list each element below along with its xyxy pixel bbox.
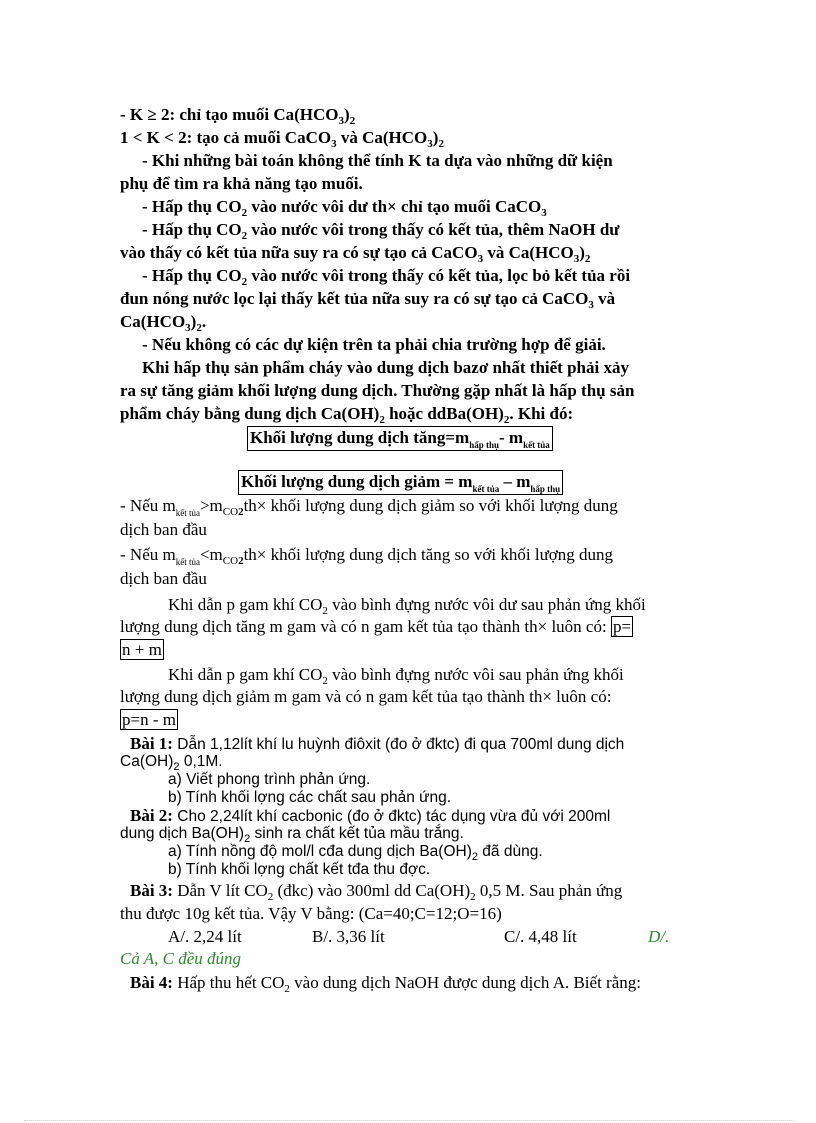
exercise-3: Bài 3: Dẫn V lít $CO_2$ (đkc) vào 300ml dd $Ca(OH)_2$ 0,5 M. Sau phản ứng bbox=[130, 881, 623, 903]
exercise-line: a) Viết phong trình phản ứng. bbox=[168, 771, 371, 788]
rule-line: phẩm cháy bằng dung dịch $Ca(OH)_2$ hoặc $ddBa(OH)_2$. Khi đó: bbox=[120, 404, 574, 426]
note-line: dịch ban đầu bbox=[120, 520, 207, 539]
rule-line: Khi hấp thụ sản phẩm cháy vào dung dịch bazơ nhất thiết phải xảy bbox=[142, 358, 629, 377]
boxed-formula: p=n - m bbox=[122, 710, 176, 729]
rule-line: - Khi những bài toán không thể tính K ta dựa vào những dữ kiện bbox=[142, 151, 613, 170]
formula-mass-decrease: Khối lượng dung dịch giảm = $m_{kết tủa} - m_{hấp thụ}$ bbox=[238, 470, 563, 495]
option-a: A/. 2,24 lít bbox=[168, 927, 242, 946]
option-b: B/. 3,36 lít bbox=[312, 927, 385, 946]
rule-line: - Hấp thụ $CO_2$ vào nước vôi trong thấy có kết tủa, thêm NaOH dư bbox=[142, 220, 620, 242]
rule-line: - Hấp thụ $CO_2$ vào nước vôi dư th× chỉ tạo muối CaCO$_3$ bbox=[142, 197, 547, 219]
rule-line: $Ca(HCO_3)_2$. bbox=[120, 312, 207, 334]
rule-k-between: 1 < K < 2: tạo cả muối CaCO$_3$ và $Ca(HCO_3)_2$ bbox=[120, 128, 444, 150]
exercise-line: a) Tính nồng độ mol/l cđa dung dịch $Ba(OH)_2$ đã dùng. bbox=[168, 843, 543, 863]
exercise-4: Bài 4: Hấp thu hết $CO_2$ vào dung dịch NaOH được dung dịch A. Biết rằng: bbox=[130, 973, 641, 995]
exercise-line: $Ca(OH)_2$ 0,1M. bbox=[120, 753, 223, 773]
note-line: - Nếu $m_{kết tủa}<m_{CO2}th\times$ khối lượng dung dịch tăng so với khối lượng dung bbox=[120, 545, 614, 567]
option-c: C/. 4,48 lít bbox=[504, 927, 577, 946]
option-d-text: Cả A, C đều đúng bbox=[120, 949, 242, 968]
note-line bbox=[120, 709, 178, 731]
exercise-line: dung dịch $Ba(OH)_2$ sinh ra chất kết tủa mầu trắng. bbox=[120, 825, 464, 845]
note-line: dịch ban đầu bbox=[120, 569, 207, 588]
rule-line: ra sự tăng giảm khối lượng dung dịch. Thường gặp nhất là hấp thụ sản bbox=[120, 381, 635, 400]
formula-mass-increase: Khối lượng dung dịch $tăng=m_{hấp thụ}-$ $m_{kết tủa}$ bbox=[247, 426, 553, 451]
rule-k-ge-2: - K ≥ 2: chỉ tạo muối $Ca(HCO_3)_2$ bbox=[120, 105, 356, 127]
boxed-formula: p= bbox=[612, 617, 632, 636]
rule-line: - Hấp thụ $CO_2$ vào nước vôi trong thấy có kết tủa, lọc bỏ kết tủa rồi bbox=[142, 266, 631, 288]
boxed-formula: n + m bbox=[122, 640, 162, 659]
note-line: Khi dẫn p gam khí $CO_2$ vào bình đựng nước vôi sau phản ứng khối bbox=[168, 665, 624, 687]
rule-line: đun nóng nước lọc lại thấy kết tủa nữa suy ra có sự tạo cả CaCO$_3$ và bbox=[120, 289, 616, 311]
exercise-2: Bài 2: Cho 2,24lít khí cacbonic (đo ở đktc) tác dụng vừa đủ với 200ml bbox=[130, 806, 611, 825]
note-line: lượng dung dịch tăng m gam và có n gam kết tủa tạo thành th× luôn có: p= bbox=[120, 617, 632, 636]
rule-line: vào thấy có kết tủa nữa suy ra có sự tạo cả CaCO$_3$ và $Ca(HCO_3)_2$ bbox=[120, 243, 591, 265]
exercise-line: b) Tính khối lợng các chất sau phản ứng. bbox=[168, 789, 452, 806]
exercise-line: b) Tính khối lợng chất kết tđa thu đợc. bbox=[168, 861, 431, 878]
rule-line: - Nếu không có các dự kiện trên ta phải chia trường hợp để giải. bbox=[142, 335, 606, 354]
option-d: D/. bbox=[648, 927, 670, 946]
note-line bbox=[120, 639, 164, 661]
note-line: Khi dẫn p gam khí $CO_2$ vào bình đựng nước vôi dư sau phản ứng khối bbox=[168, 595, 646, 617]
rule-line: phụ để tìm ra khả năng tạo muối. bbox=[120, 174, 363, 193]
note-line: lượng dung dịch giảm m gam và có n gam kết tủa tạo thành th× luôn có: bbox=[120, 687, 612, 706]
exercise-line: thu được 10g kết tủa. Vậy V bằng: (Ca=40;C=12;O=16) bbox=[120, 904, 502, 923]
note-line: - Nếu $m_{kết tủa}>m_{CO2}th\times$ khối lượng dung dịch giảm so với khối lượng dung bbox=[120, 496, 618, 518]
exercise-1: Bài 1: Dẫn 1,12lít khí lu huỳnh điôxit (đo ở đktc) đi qua 700ml dung dịch bbox=[130, 734, 625, 753]
page-bottom-divider bbox=[24, 1120, 794, 1121]
